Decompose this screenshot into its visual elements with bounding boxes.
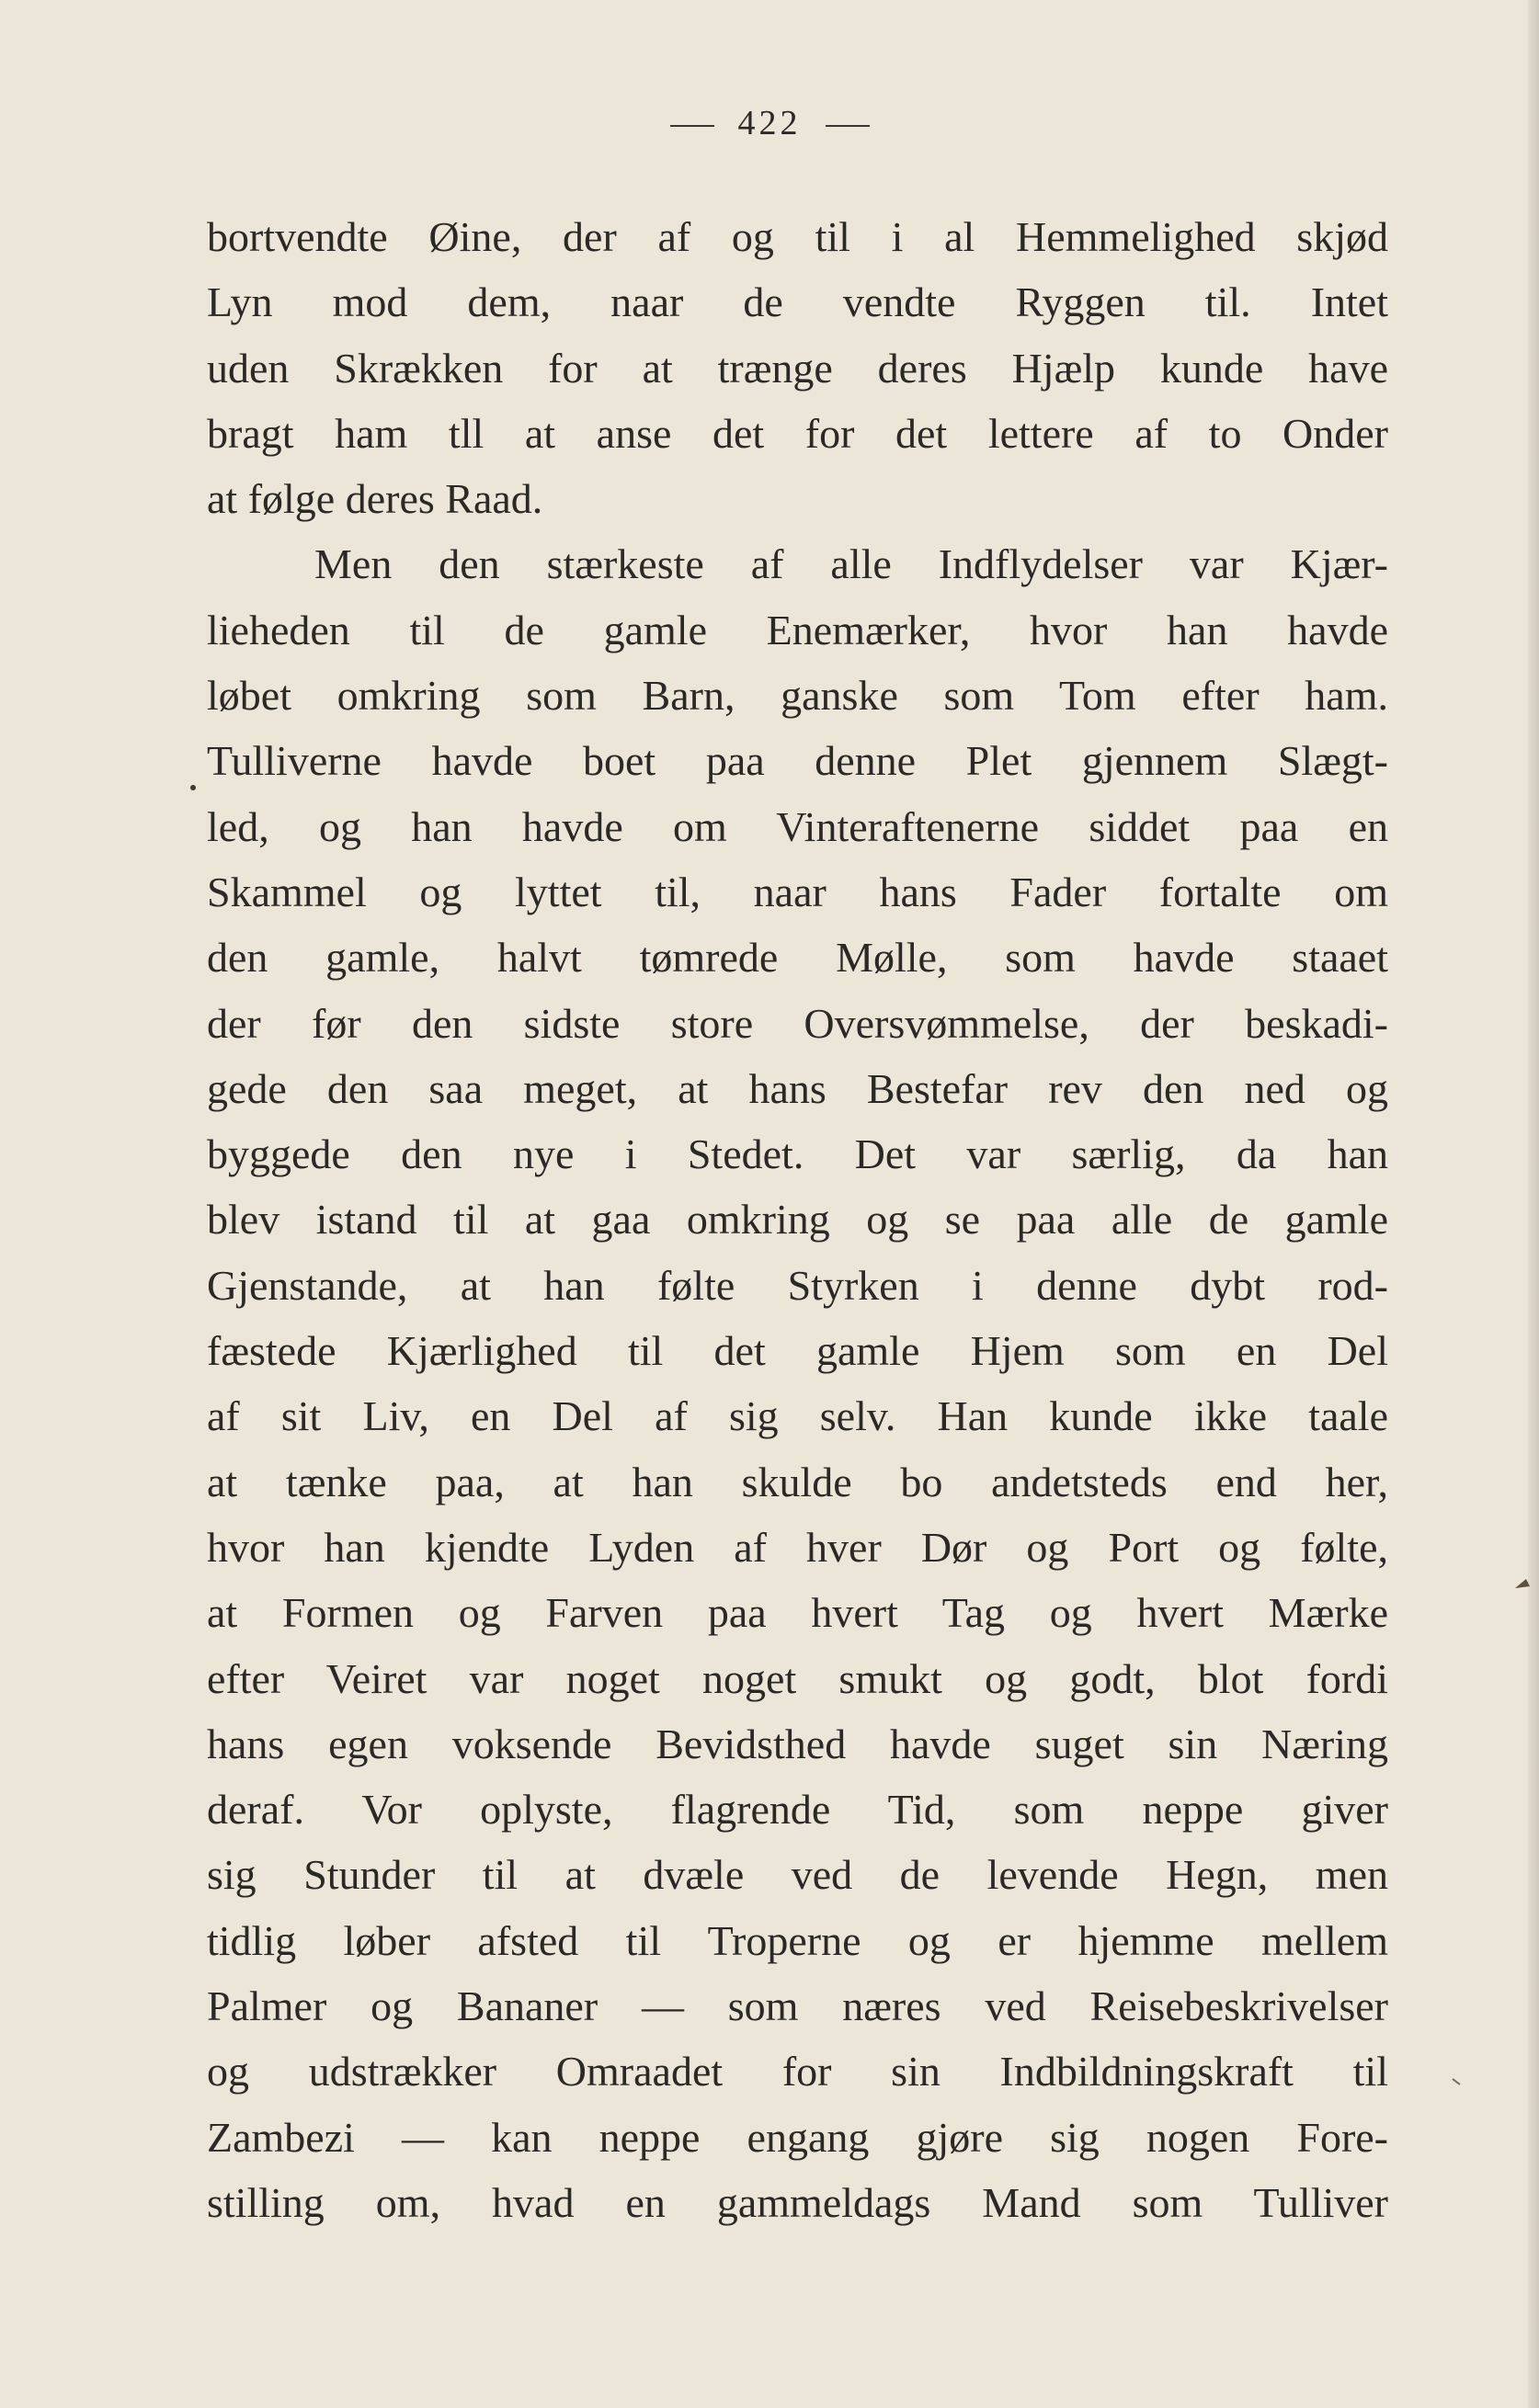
header-dash-left	[670, 125, 714, 127]
text-line: at tænke paa, at han skulde bo andetsteds end her,	[207, 1458, 1388, 1505]
text-line: af sit Liv, en Del af sig selv. Han kunde ikke taale	[207, 1392, 1388, 1440]
page-edge	[1528, 0, 1539, 2408]
text-line: uden Skrækken for at trænge deres Hjælp kunde have	[207, 344, 1388, 392]
text-line: hvor han kjendte Lyden af hver Dør og Port og følte,	[207, 1523, 1388, 1571]
text-line: sig Stunder til at dvæle ved de levende Hegn, men	[207, 1851, 1388, 1899]
text-line: Men den stærkeste af alle Indflydelser var Kjær-	[314, 540, 1388, 588]
text-line: led, og han havde om Vinteraftenerne siddet paa en	[207, 802, 1388, 850]
text-line: der før den sidste store Oversvømmelse, der beskadi-	[207, 999, 1388, 1047]
page-header	[0, 103, 1539, 143]
text-line: at følge deres Raad.	[207, 475, 543, 523]
text-line: efter Veiret var noget noget smukt og godt, blot fordi	[207, 1654, 1388, 1702]
header-dash-right	[826, 125, 870, 127]
text-line: tidlig løber afsted til Troperne og er hjemme mellem	[207, 1916, 1388, 1964]
paper-speck	[190, 785, 196, 790]
text-line: Tulliverne havde boet paa denne Plet gjennem Slægt-	[207, 737, 1388, 785]
text-line: lieheden til de gamle Enemærker, hvor han havde	[207, 606, 1388, 653]
text-line: og udstrækker Omraadet for sin Indbildningskraft til	[207, 2048, 1388, 2096]
text-line: Zambezi — kan neppe engang gjøre sig nogen Fore-	[207, 2113, 1388, 2161]
text-line: stilling om, hvad en gammeldags Mand som Tulliver	[207, 2178, 1388, 2226]
text-line: deraf. Vor oplyste, flagrende Tid, som neppe giver	[207, 1786, 1388, 1834]
text-line: Gjenstande, at han følte Styrken i denne dybt rod-	[207, 1261, 1388, 1309]
text-line: løbet omkring som Barn, ganske som Tom efter ham.	[207, 672, 1388, 720]
text-line: fæstede Kjærlighed til det gamle Hjem som en Del	[207, 1327, 1388, 1375]
text-line: den gamle, halvt tømrede Mølle, som havde staaet	[207, 934, 1388, 982]
text-line: bragt ham tll at anse det for det lettere af to Onder	[207, 409, 1388, 457]
text-line: Lyn mod dem, naar de vendte Ryggen til. Intet	[207, 278, 1388, 326]
text-line: byggede den nye i Stedet. Det var særlig, da han	[207, 1130, 1388, 1178]
text-line: hans egen voksende Bevidsthed havde suget sin Næring	[207, 1720, 1388, 1767]
body-text	[207, 204, 1388, 2235]
text-line: at Formen og Farven paa hvert Tag og hvert Mærke	[207, 1589, 1388, 1637]
text-line: Palmer og Bananer — som næres ved Reisebeskrivelser	[207, 1982, 1388, 2030]
paper-speck	[1453, 2079, 1460, 2084]
text-line: gede den saa meget, at hans Bestefar rev den ned og	[207, 1064, 1388, 1112]
page-number: 422	[737, 104, 802, 142]
text-line: blev istand til at gaa omkring og se paa alle de gamle	[207, 1196, 1388, 1244]
text-line: Skammel og lyttet til, naar hans Fader fortalte om	[207, 868, 1388, 915]
text-line: bortvendte Øine, der af og til i al Hemmelighed skjød	[207, 213, 1388, 260]
